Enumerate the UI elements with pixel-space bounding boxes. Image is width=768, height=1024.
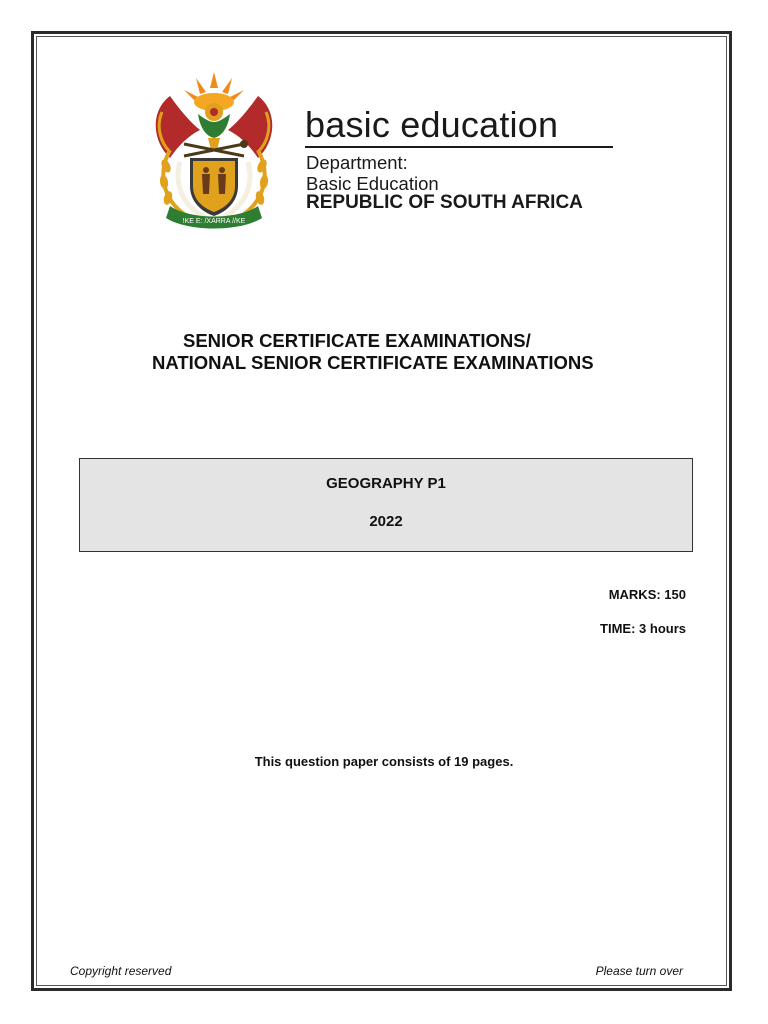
footer-turn-over: Please turn over (595, 964, 683, 978)
subject-box (79, 458, 693, 552)
department-label: Department: (306, 152, 408, 173)
brand-title: basic education (305, 104, 559, 145)
department-name: Basic Education (306, 173, 439, 194)
exam-title-line-1: SENIOR CERTIFICATE EXAMINATIONS/ (183, 330, 531, 351)
svg-text:!KE E: /XARRA //KE: !KE E: /XARRA //KE (182, 218, 246, 225)
department-logo (140, 66, 622, 234)
exam-duration: TIME: 3 hours (600, 621, 686, 636)
shield-icon (190, 158, 238, 216)
page-count-note: This question paper consists of 19 pages. (254, 754, 514, 769)
exam-title-line-2: NATIONAL SENIOR CERTIFICATE EXAMINATIONS (152, 352, 594, 373)
country-name: REPUBLIC OF SOUTH AFRICA (306, 192, 583, 213)
protea-body (198, 103, 230, 150)
footer-copyright: Copyright reserved (70, 964, 172, 978)
exam-year: 2022 (369, 513, 403, 530)
subject-name: GEOGRAPHY P1 (326, 475, 446, 492)
brand-underline (305, 146, 613, 148)
south-africa-coat-of-arms-icon (140, 66, 288, 232)
marks-total: MARKS: 150 (608, 587, 686, 602)
